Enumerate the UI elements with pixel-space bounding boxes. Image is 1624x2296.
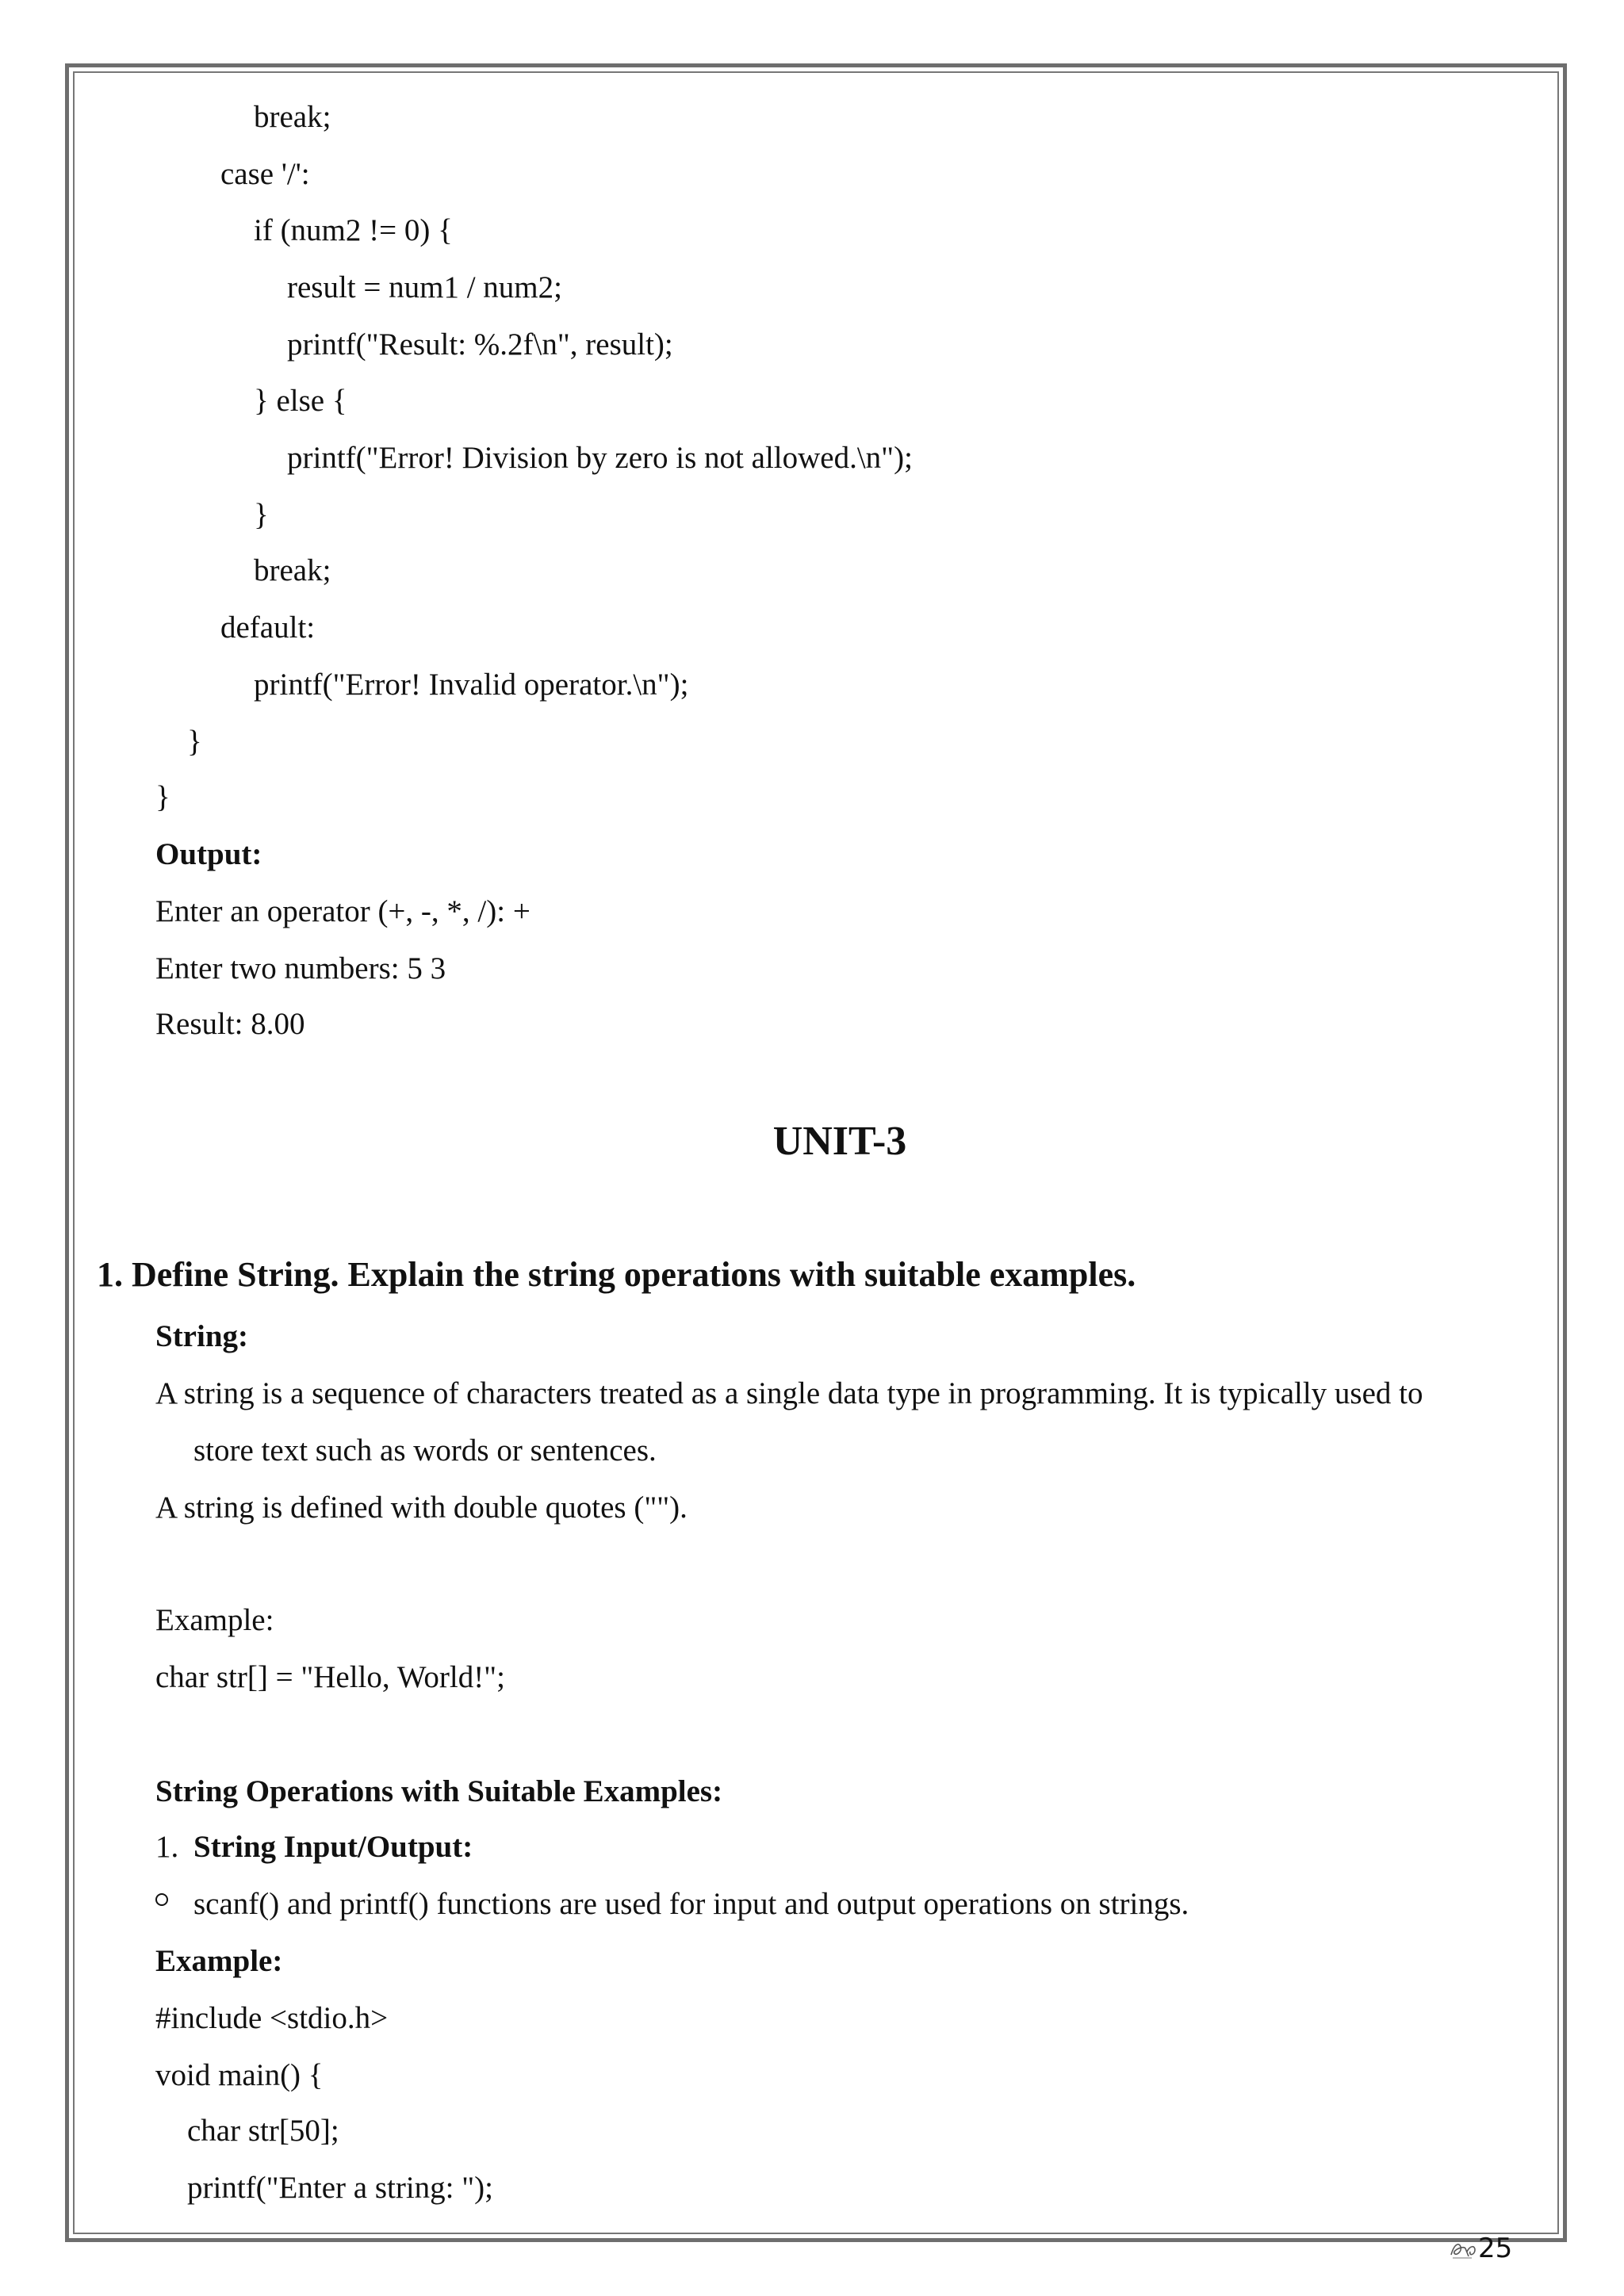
string-definition-line: A string is a sequence of characters treated as a single data type in programming. It is typically used to	[155, 1376, 1423, 1410]
bullet-circle-icon	[155, 1893, 168, 1906]
code-line: } else {	[254, 384, 347, 418]
code-line: default:	[220, 610, 316, 645]
code-line: void main() {	[155, 2058, 324, 2092]
code-line: if (num2 != 0) {	[254, 213, 453, 247]
signature-icon	[1448, 2237, 1480, 2261]
code-line: printf("Enter a string: ");	[187, 2171, 493, 2205]
output-line: Enter an operator (+, -, *, /): +	[155, 894, 530, 928]
operation-item-title: String Input/Output:	[193, 1830, 473, 1864]
code-line: printf("Result: %.2f\n", result);	[287, 327, 673, 362]
code-line: break;	[254, 100, 331, 134]
string-definition-line: store text such as words or sentences.	[193, 1433, 657, 1468]
output-line: Result: 8.00	[155, 1007, 305, 1041]
code-line: break;	[254, 553, 331, 587]
code-line: printf("Error! Invalid operator.\n");	[254, 668, 689, 702]
output-line: Enter two numbers: 5 3	[155, 951, 446, 985]
example-heading: Example:	[155, 1944, 283, 1978]
code-line: case '/':	[220, 157, 310, 191]
operations-heading: String Operations with Suitable Examples:	[155, 1774, 723, 1808]
code-line: result = num1 / num2;	[287, 270, 562, 304]
bullet-text: scanf() and printf() functions are used for input and output operations on strings.	[193, 1887, 1189, 1921]
code-line: }	[187, 725, 202, 759]
question-heading: 1. Define String. Explain the string operations with suitable examples.	[97, 1255, 1136, 1294]
example-code: char str[] = "Hello, World!";	[155, 1660, 505, 1694]
example-label: Example:	[155, 1603, 274, 1637]
string-definition-line: A string is defined with double quotes ("").	[155, 1490, 688, 1525]
code-line: printf("Error! Division by zero is not allowed.\n");	[287, 441, 913, 475]
operation-item-number: 1.	[155, 1830, 179, 1864]
code-line: }	[254, 498, 269, 532]
code-line: #include <stdio.h>	[155, 2001, 389, 2035]
string-heading: String:	[155, 1319, 248, 1353]
page-number: 25	[1478, 2233, 1513, 2264]
code-line: }	[155, 780, 170, 814]
output-heading: Output:	[155, 837, 262, 871]
code-line: char str[50];	[187, 2114, 339, 2148]
unit-title: UNIT-3	[772, 1119, 907, 1164]
